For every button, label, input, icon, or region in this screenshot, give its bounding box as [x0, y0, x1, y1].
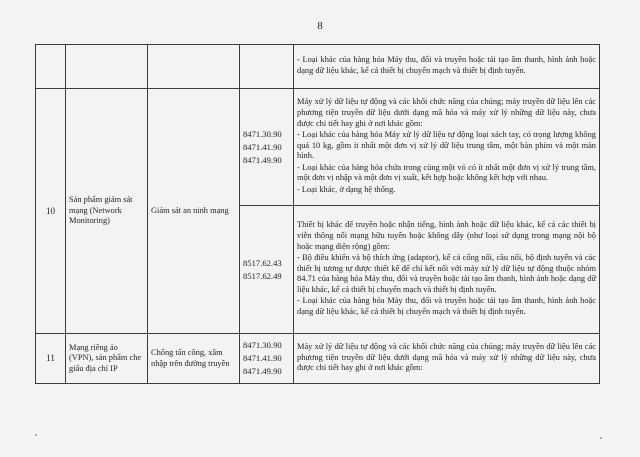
- product-cell: [66, 45, 148, 89]
- hs-code: 8471.30.90: [243, 128, 282, 139]
- description-cell: [294, 334, 600, 384]
- product-cell: Mạng riêng ảo (VPN), sản phẩm che giấu địa chỉ IP: [66, 334, 148, 384]
- hs-code: 8471.41.90: [243, 141, 282, 152]
- hs-code: 8517.62.43: [243, 257, 282, 268]
- function-cell: [148, 45, 240, 89]
- description-line: Máy xử lý dữ liệu tự động và các khối chức năng của chúng; máy truyền dữ liệu lên các phương tiện truyền dữ liệu dưới dạng mã hóa và máy xử lý những dữ liệu này, chưa được chi tiết hay ghi ở nơi khác gồm:: [297, 97, 596, 128]
- description-line: - Loại khác của hàng hóa chứa trong cùng một vỏ có ít nhất một đơn vị xử lý trung tâm, một đơn vị nhập và một đơn vị xuất, kết hợp hoặc không kết hợp với nhau.: [297, 162, 596, 183]
- description-line: - Bộ điều khiển và bộ thích ứng (adaptor), kể cả cổng nối, cầu nối, bộ định tuyến và các thiết bị tương tự được thiết kế để chỉ kết nối với máy xử lý dữ liệu tự động thuộc nhóm 84.71 của hàng hóa Máy thu, đổi và truyền hoặc tái tạo âm thanh, hình ảnh hoặc dạng dữ liệu khác, kể cả thiết bị chuyển mạch và thiết bị định tuyến.: [297, 253, 596, 294]
- hs-code-table: [35, 44, 600, 384]
- stt-cell: 10: [36, 89, 66, 334]
- function-cell: Giám sát an ninh mạng: [148, 89, 240, 334]
- function-cell: Chống tấn công, xâm nhập trên đường truyền: [148, 334, 240, 384]
- description-line: - Loại khác của hàng hóa Máy thu, đổi và truyền hoặc tái tạo âm thanh, hình ảnh hoặc dạng dữ liệu khác, kể cả thiết bị chuyển mạch và thiết bị định tuyến.: [297, 55, 596, 75]
- stt-cell: 11: [36, 334, 66, 384]
- hs-codes-cell: [240, 206, 294, 334]
- codes-cell: [240, 45, 294, 89]
- hs-codes-cell: [240, 334, 294, 384]
- description-cell: [294, 206, 600, 334]
- stt-cell: [36, 45, 66, 89]
- hs-code: 8471.30.90: [243, 340, 282, 350]
- page-number: 8: [317, 20, 323, 32]
- hs-code: 8471.49.90: [243, 366, 282, 376]
- hs-code: 8471.41.90: [243, 353, 282, 363]
- description-line: - Loại khác của hàng hóa Máy xử lý dữ liệu tự động loại xách tay, có trọng lượng không quá 10 kg, gồm ít nhất một đơn vị xử lý dữ liệu trung tâm, một bàn phím và một màn hình.: [297, 130, 596, 161]
- description-line: - Loại khác của hàng hóa Máy thu, đổi và truyền hoặc tái tạo âm thanh, hình ảnh hoặc dạng dữ liệu khác, kể cả thiết bị chuyển mạch và thiết bị định tuyến.: [297, 296, 596, 317]
- description-cell: [294, 45, 600, 89]
- description-line: Máy xử lý dữ liệu tự động và các khối chức năng của chúng; máy truyền dữ liệu lên các phương tiện truyền dữ liệu dưới dạng mã hóa và máy xử lý những dữ liệu này, chưa được chi tiết hay ghi ở nơi khác gồm:: [297, 342, 596, 373]
- table-row: [36, 89, 600, 206]
- scan-speck: [35, 434, 37, 436]
- hs-code: 8517.62.49: [243, 270, 282, 281]
- hs-codes-cell: [240, 89, 294, 206]
- table-row: [36, 334, 600, 384]
- scan-speck: [600, 437, 602, 439]
- hs-code: 8471.49.90: [243, 154, 282, 165]
- description-line: - Loại khác, ở dạng hệ thống.: [297, 185, 396, 195]
- product-cell: Sản phẩm giám sát mạng (Network Monitoring): [66, 89, 148, 334]
- table-row: [36, 45, 600, 89]
- description-line: Thiết bị khác để truyền hoặc nhận tiếng, hình ảnh hoặc dữ liệu khác, kể cả các thiết bị viễn thông nối mạng hữu tuyến hoặc không dây (như loại sử dụng trong mạng nội bộ hoặc mạng diện rộng) gồm:: [297, 220, 596, 251]
- description-cell: [294, 89, 600, 206]
